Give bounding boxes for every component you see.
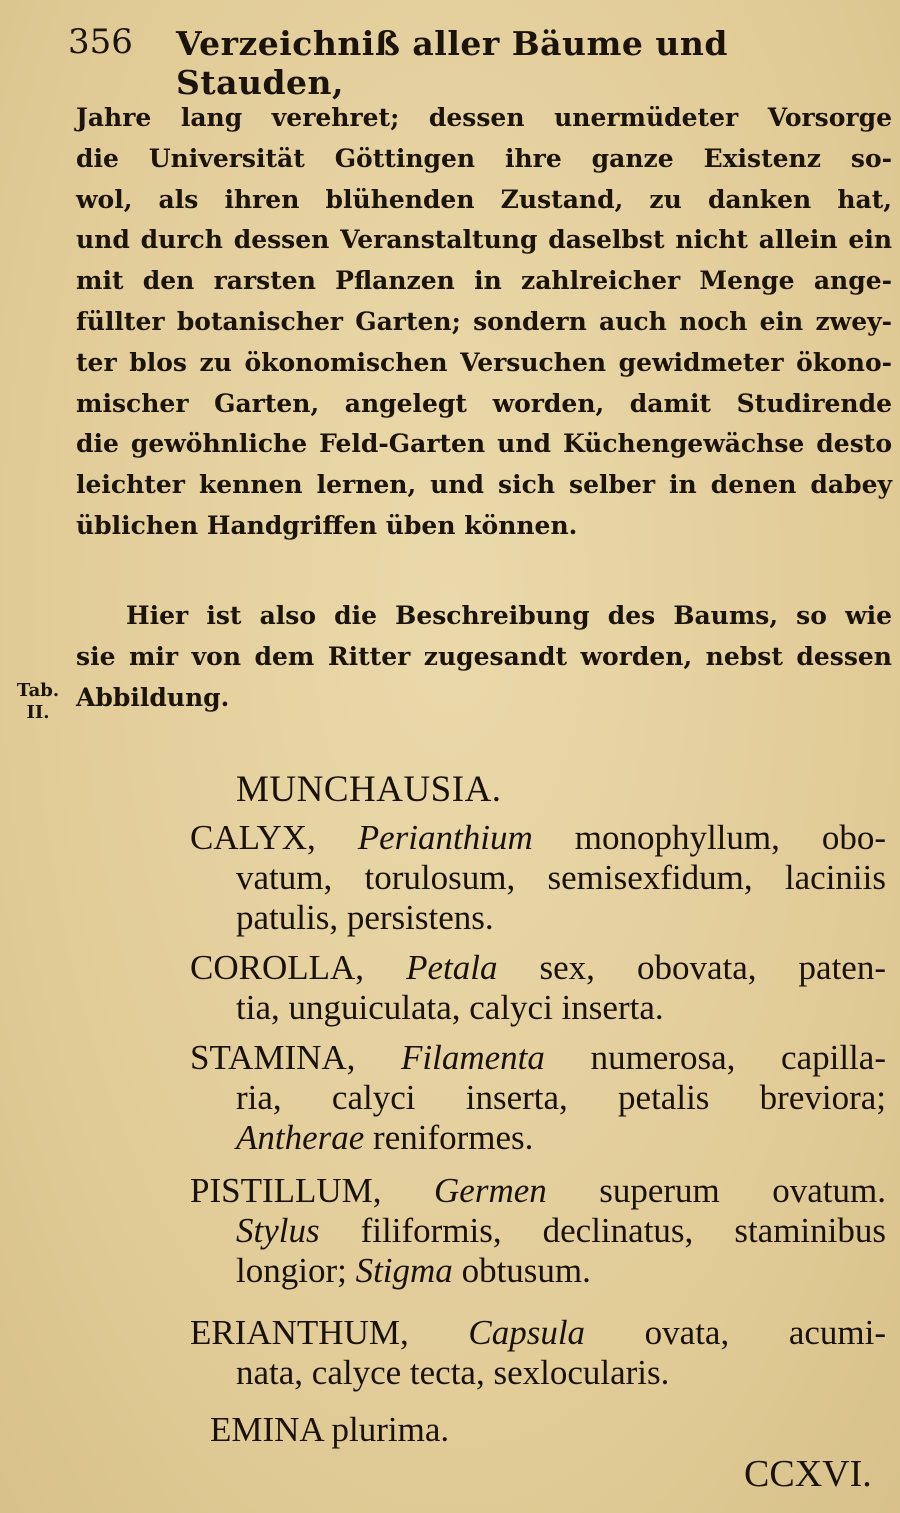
- entry-head: ERIANTHUM,: [190, 1313, 469, 1352]
- entry-italic: Antherae: [236, 1118, 365, 1157]
- entry-italic: Stigma: [355, 1251, 453, 1290]
- entry-text: numerosa, capilla-: [544, 1038, 886, 1077]
- entry-text: monophyllum, obo-: [532, 818, 886, 857]
- entry-line: EMINA plurima.: [210, 1410, 450, 1449]
- entry-pistillum: [190, 1171, 886, 1291]
- text-line: Abbildung.: [76, 682, 230, 712]
- entry-head: COROLLA,: [190, 948, 407, 987]
- entry-italic: Germen: [434, 1171, 547, 1210]
- text-line: ter blos zu ökonomischen Versuchen gewidmeter ökono-: [76, 347, 892, 377]
- entry-italic: Petala: [406, 948, 498, 987]
- entry-head: CALYX,: [190, 818, 358, 857]
- margin-note-number: II.: [26, 702, 50, 723]
- entry-corolla: [190, 948, 886, 1028]
- paragraph-1: [76, 98, 892, 547]
- text-line: die gewöhnliche Feld-Garten und Küchengewächse desto: [76, 429, 892, 459]
- entry-text: sex, obovata, paten-: [497, 948, 886, 987]
- running-head: Verzeichniß aller Bäume und Stauden,: [176, 24, 728, 102]
- entry-line: vatum, torulosum, semisexfidum, laciniis: [236, 858, 886, 897]
- text-line: wol, als ihren blühenden Zustand, zu danken hat,: [76, 184, 892, 214]
- text-line: Jahre lang verehret; dessen unermüdeter Vorsorge: [76, 103, 892, 132]
- text-line: die Universität Göttingen ihre ganze Existenz so-: [76, 143, 892, 173]
- text-line: und durch dessen Veranstaltung daselbst nicht allein ein: [76, 225, 892, 255]
- entry-stamina: [190, 1038, 886, 1158]
- entry-head: PISTILLUM,: [190, 1171, 435, 1210]
- entry-text: ovata, acumi-: [585, 1313, 887, 1352]
- text-line: Hier ist also die Beschreibung des Baums, so wie: [126, 601, 892, 630]
- entry-italic: Capsula: [468, 1313, 586, 1352]
- entry-semina: [190, 1410, 886, 1450]
- entry-text: obtusum.: [452, 1251, 591, 1290]
- text-line: üblichen Handgriffen üben können.: [76, 510, 578, 540]
- entry-line: ria, calyci inserta, petalis breviora;: [236, 1078, 886, 1117]
- catchword: CCXVI.: [744, 1453, 872, 1495]
- genus-title: MUNCHAUSIA.: [236, 769, 502, 810]
- entry-text: reniformes.: [364, 1118, 534, 1157]
- entry-italic: Filamenta: [401, 1038, 545, 1077]
- text-line: füllter botanischer Garten; sondern auch noch ein zwey-: [76, 306, 892, 336]
- page-header: [68, 14, 868, 102]
- margin-note-tab: Tab.: [16, 680, 60, 701]
- entry-text: superum ovatum.: [546, 1171, 886, 1210]
- entry-italic: Perianthium: [357, 818, 533, 857]
- page-number: 356: [68, 22, 133, 62]
- entry-text: filiformis, declinatus, staminibus: [319, 1211, 886, 1250]
- margin-note: [8, 680, 68, 724]
- entry-pericarpium: [190, 1313, 886, 1393]
- text-line: leichter kennen lernen, und sich selber in denen dabey: [76, 470, 892, 500]
- entry-italic: Stylus: [236, 1211, 320, 1250]
- entry-head: STAMINA,: [190, 1038, 402, 1077]
- entry-line: patulis, persistens.: [236, 898, 494, 937]
- entry-line: tia, unguiculata, calyci inserta.: [236, 988, 664, 1027]
- entry-line: nata, calyce tecta, sexlocularis.: [236, 1353, 670, 1392]
- paragraph-2: [76, 596, 892, 718]
- text-line: sie mir von dem Ritter zugesandt worden, nebst dessen: [76, 641, 892, 671]
- text-line: mischer Garten, angelegt worden, damit Studirende: [76, 388, 892, 418]
- entry-text: longior;: [236, 1251, 356, 1290]
- entry-calyx: [190, 818, 886, 938]
- text-line: mit den rarsten Pflanzen in zahlreicher Menge ange-: [76, 266, 892, 296]
